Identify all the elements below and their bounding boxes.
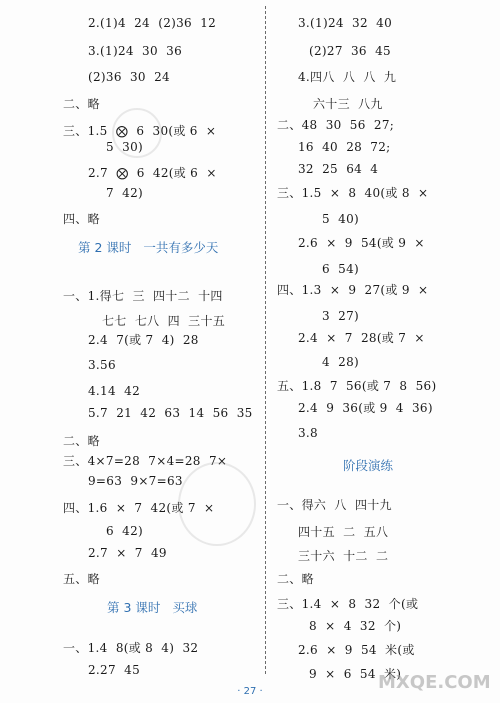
answer-line: 9=63 9×7=63 xyxy=(88,474,183,488)
answer-line: 5.7 21 42 63 14 56 35 xyxy=(88,406,253,420)
page-number: · 27 · xyxy=(237,686,263,697)
answer-line: 2.4 × 7 28(或 7 × xyxy=(298,331,425,345)
answer-line: 四、1.6 × 7 42(或 7 × xyxy=(63,501,215,515)
answer-line: (2)36 30 24 xyxy=(88,70,170,84)
answer-line: 2.6 × 9 54(或 9 × xyxy=(298,236,425,250)
answer-line: 2.7 × 7 49 xyxy=(88,546,167,560)
section-heading: 第 3 课时 买球 xyxy=(107,600,198,615)
answer-line: 二、48 30 56 27; xyxy=(277,118,395,132)
answer-line: 一、1.得七 三 四十二 十四 xyxy=(63,289,223,303)
answer-line: 二、略 xyxy=(277,572,314,586)
answer-line: 6 42) xyxy=(106,524,144,538)
column-divider xyxy=(265,6,266,674)
answer-line: 三、1.5 ⨂ 6 30(或 6 × xyxy=(63,124,217,138)
answer-line: 五、1.8 7 56(或 7 8 56) xyxy=(277,379,437,393)
section-heading: 第 2 课时 一共有多少天 xyxy=(78,240,219,255)
answer-line: 2.6 × 9 54 米(或 xyxy=(298,643,415,657)
answer-line: 3.(1)24 30 36 xyxy=(88,44,183,58)
answer-line: 16 40 28 72; xyxy=(298,140,391,154)
answer-line: 2.(1)4 24 (2)36 12 xyxy=(88,16,217,30)
answer-line: 二、略 xyxy=(63,434,100,448)
answer-line: 3 27) xyxy=(322,309,360,323)
answer-line: 三、4×7=28 7×4=28 7× xyxy=(63,454,228,468)
answer-line: 3.(1)24 32 40 xyxy=(298,16,393,30)
answer-line: 六十三 八九 xyxy=(313,97,383,111)
answer-line: 7 42) xyxy=(106,186,144,200)
answer-line: 一、得六 八 四十九 xyxy=(277,498,392,512)
answer-line: (2)27 36 45 xyxy=(309,44,391,58)
answer-line: 5 30) xyxy=(106,140,144,154)
answer-line: 9 × 6 54 米) xyxy=(309,667,402,681)
answer-line: 4.14 42 xyxy=(88,384,141,398)
answer-line: 四、1.3 × 9 27(或 9 × xyxy=(277,283,429,297)
answer-line: 四十五 二 五八 xyxy=(298,525,389,539)
answer-line: 三、1.4 × 8 32 个(或 xyxy=(277,597,419,611)
answer-line: 6 54) xyxy=(322,262,360,276)
answer-line: 4 28) xyxy=(322,355,360,369)
answer-line: 2.7 ⨂ 6 42(或 6 × xyxy=(88,166,217,180)
answer-line: 三、1.5 × 8 40(或 8 × xyxy=(277,186,429,200)
answer-line: 2.4 9 36(或 9 4 36) xyxy=(298,401,433,415)
answer-line: 四、略 xyxy=(63,212,100,226)
answer-line: 3.8 xyxy=(298,426,318,440)
answer-line: 七七 七八 四 三十五 xyxy=(102,314,226,328)
answer-line: 4.四八 八 八 九 xyxy=(298,70,397,84)
answer-line: 5 40) xyxy=(322,212,360,226)
answer-line: 8 × 4 32 个) xyxy=(309,619,402,633)
answer-line: 3.56 xyxy=(88,358,116,372)
watermark-stamp-2 xyxy=(178,462,256,546)
answer-line: 二、略 xyxy=(63,97,100,111)
section-heading: 阶段演练 xyxy=(343,458,394,473)
watermark-corner-text: MXQE.COM xyxy=(378,672,491,693)
answer-line: 三十六 十二 二 xyxy=(298,549,389,563)
watermark-stamp-1 xyxy=(112,108,162,158)
answer-line: 2.4 7(或 7 4) 28 xyxy=(88,333,199,347)
answer-line: 一、1.4 8(或 8 4) 32 xyxy=(63,641,199,655)
answer-line: 五、略 xyxy=(63,572,100,586)
answer-line: 32 25 64 4 xyxy=(298,162,379,176)
answer-line: 2.27 45 xyxy=(88,663,141,677)
